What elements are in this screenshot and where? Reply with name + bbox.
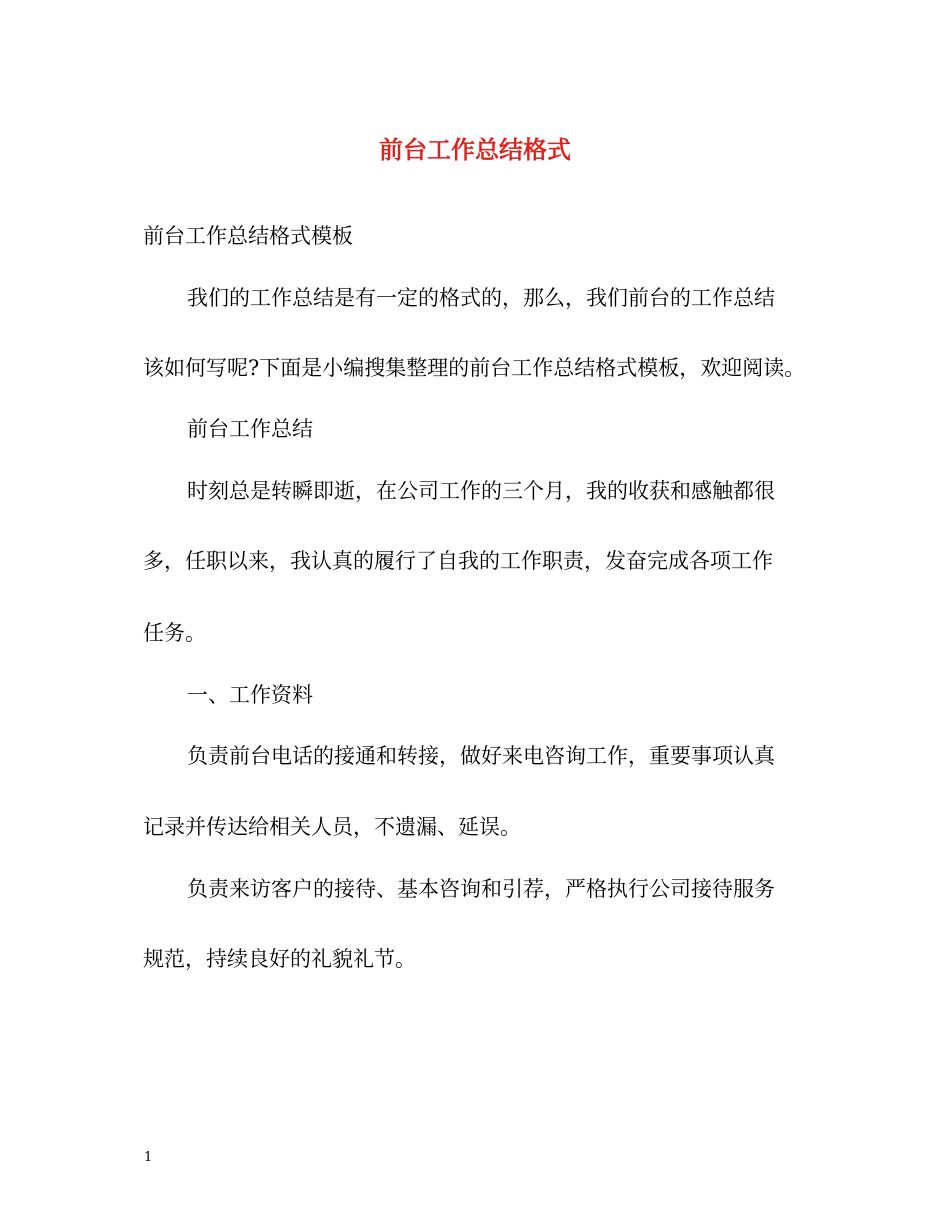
paragraph-line: 负责前台电话的接通和转接，做好来电咨询工作，重要事项认真 — [187, 744, 775, 768]
paragraph-line: 时刻总是转瞬即逝，在公司工作的三个月，我的收获和感触都很 — [187, 479, 775, 503]
paragraph-line: 记录并传达给相关人员，不遗漏、延误。 — [143, 815, 521, 839]
page-number: 1 — [144, 1150, 153, 1165]
paragraph-line: 该如何写呢?下面是小编搜集整理的前台工作总结格式模板，欢迎阅读。 — [143, 356, 806, 380]
paragraph-line: 负责来访客户的接待、基本咨询和引荐，严格执行公司接待服务 — [187, 877, 775, 901]
document-subtitle: 前台工作总结格式模板 — [143, 224, 353, 248]
document-title: 前台工作总结格式 — [379, 135, 571, 164]
section-heading: 前台工作总结 — [187, 417, 313, 441]
paragraph-line: 多，任职以来，我认真的履行了自我的工作职责，发奋完成各项工作 — [143, 549, 773, 573]
paragraph-line: 我们的工作总结是有一定的格式的，那么，我们前台的工作总结 — [187, 286, 775, 310]
paragraph-line: 任务。 — [143, 621, 206, 645]
paragraph-line: 规范，持续良好的礼貌礼节。 — [143, 947, 416, 971]
section-heading: 一、工作资料 — [187, 683, 313, 707]
